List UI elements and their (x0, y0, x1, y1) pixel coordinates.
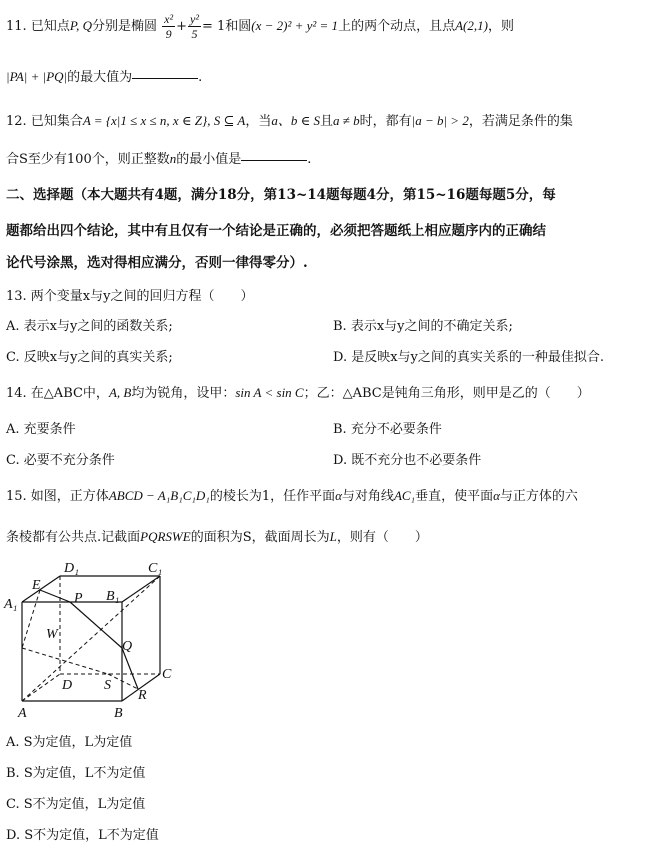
q14-option-d: D. 既不充分也不必要条件 (333, 453, 482, 468)
label-a1: A₁ (4, 597, 18, 612)
label-s: S (104, 678, 111, 693)
label-q: Q (122, 639, 133, 654)
q12-line2: 合S至少有100个，则正整数n的最小值是 . (6, 151, 312, 167)
label-c: C (162, 667, 172, 682)
answer-blank (241, 160, 307, 161)
q14-option-b: B. 充分不必要条件 (333, 422, 442, 437)
section-edge-ew (22, 590, 40, 648)
section2-line2: 题都给出四个结论，其中有且仅有一个结论是正确的，必须把答题纸上相应题序内的正确结 (6, 223, 546, 239)
q14-option-c: C. 必要不充分条件 (6, 453, 115, 468)
section-edge-ep (40, 590, 70, 602)
label-a: A (18, 706, 27, 721)
ellipse-y-fraction: $\frac{\text{y²}}{5}$ (190, 12, 199, 41)
label-d1: D₁ (64, 561, 79, 576)
diagonal-ac1 (22, 576, 160, 701)
label-r: R (138, 688, 147, 703)
ellipse-x-fraction: $\frac{\text{x²}}{9}$ (164, 12, 174, 41)
q15-stem-line2: 条棱都有公共点.记截面PQRSWE的面积为S，截面周长为L，则有（ ） (6, 529, 428, 545)
hidden-edge-ad (22, 674, 60, 701)
q13-option-a: A. 表示x与y之间的函数关系; (6, 319, 173, 334)
label-e: E (32, 578, 41, 593)
label-w: W (46, 627, 58, 642)
q15-stem-line1: 15. 如图，正方体ABCD − A₁B₁C₁D₁的棱长为1，任作平面α与对角线AC₁垂直，使平面α与正方体的六 (6, 488, 578, 504)
q15-option-a: A. S为定值，L为定值 (6, 735, 133, 750)
section-edge-ws (22, 648, 108, 674)
label-b1: B₁ (106, 589, 120, 604)
q11-line1: 11. 已知点P, Q分别是椭圆 $\frac{\text{x²}}{9}$ + $\frac{\text{y²}}{5}$ = 1和圆(x − 2)² + y² = 1上的两个动点，且点A(2,1)，则 (6, 12, 514, 41)
q15-option-c: C. S不为定值，L为定值 (6, 797, 146, 812)
section2-line3: 论代号涂黑，选对得相应满分，否则一律得零分）. (6, 255, 308, 271)
section2-line1: 二、选择题（本大题共有4题，满分18分，第13~14题每题4分，第15~16题每题5分，每 (6, 187, 556, 203)
label-b: B (114, 706, 123, 721)
q13-stem: 13. 两个变量x与y之间的回归方程（ ） (6, 289, 254, 304)
q14-stem: 14. 在△ABC中，A, B均为锐角，设甲：sin A < sin C；乙：△ABC是钝角三角形，则甲是乙的（ ） (6, 385, 590, 401)
q15-option-b: B. S为定值，L不为定值 (6, 766, 146, 781)
q13-option-d: D. 是反映x与y之间的真实关系的一种最佳拟合. (333, 350, 605, 365)
q14-option-a: A. 充要条件 (6, 422, 76, 437)
section-edge-qr (122, 648, 138, 689)
q12-line1: 12. 已知集合A = {x|1 ≤ x ≤ n, x ∈ Z}, S ⊆ A，当a、b ∈ S且a ≠ b时，都有|a − b| > 2，若满足条件的集 (6, 113, 573, 129)
label-c1: C₁ (148, 561, 163, 576)
edge-b1c1 (122, 576, 160, 602)
q13-option-c: C. 反映x与y之间的真实关系; (6, 350, 173, 365)
q15-option-d: D. S不为定值，L不为定值 (6, 828, 159, 843)
answer-blank (132, 78, 198, 79)
q13-option-b: B. 表示x与y之间的不确定关系; (333, 319, 513, 334)
section-edge-pq (70, 602, 122, 648)
edge-a1d1 (22, 576, 60, 602)
label-d: D (62, 678, 73, 693)
label-p: P (74, 591, 83, 606)
cube-figure (0, 556, 200, 722)
q11-line2: |PA| + |PQ|的最大值为 . (6, 69, 203, 85)
